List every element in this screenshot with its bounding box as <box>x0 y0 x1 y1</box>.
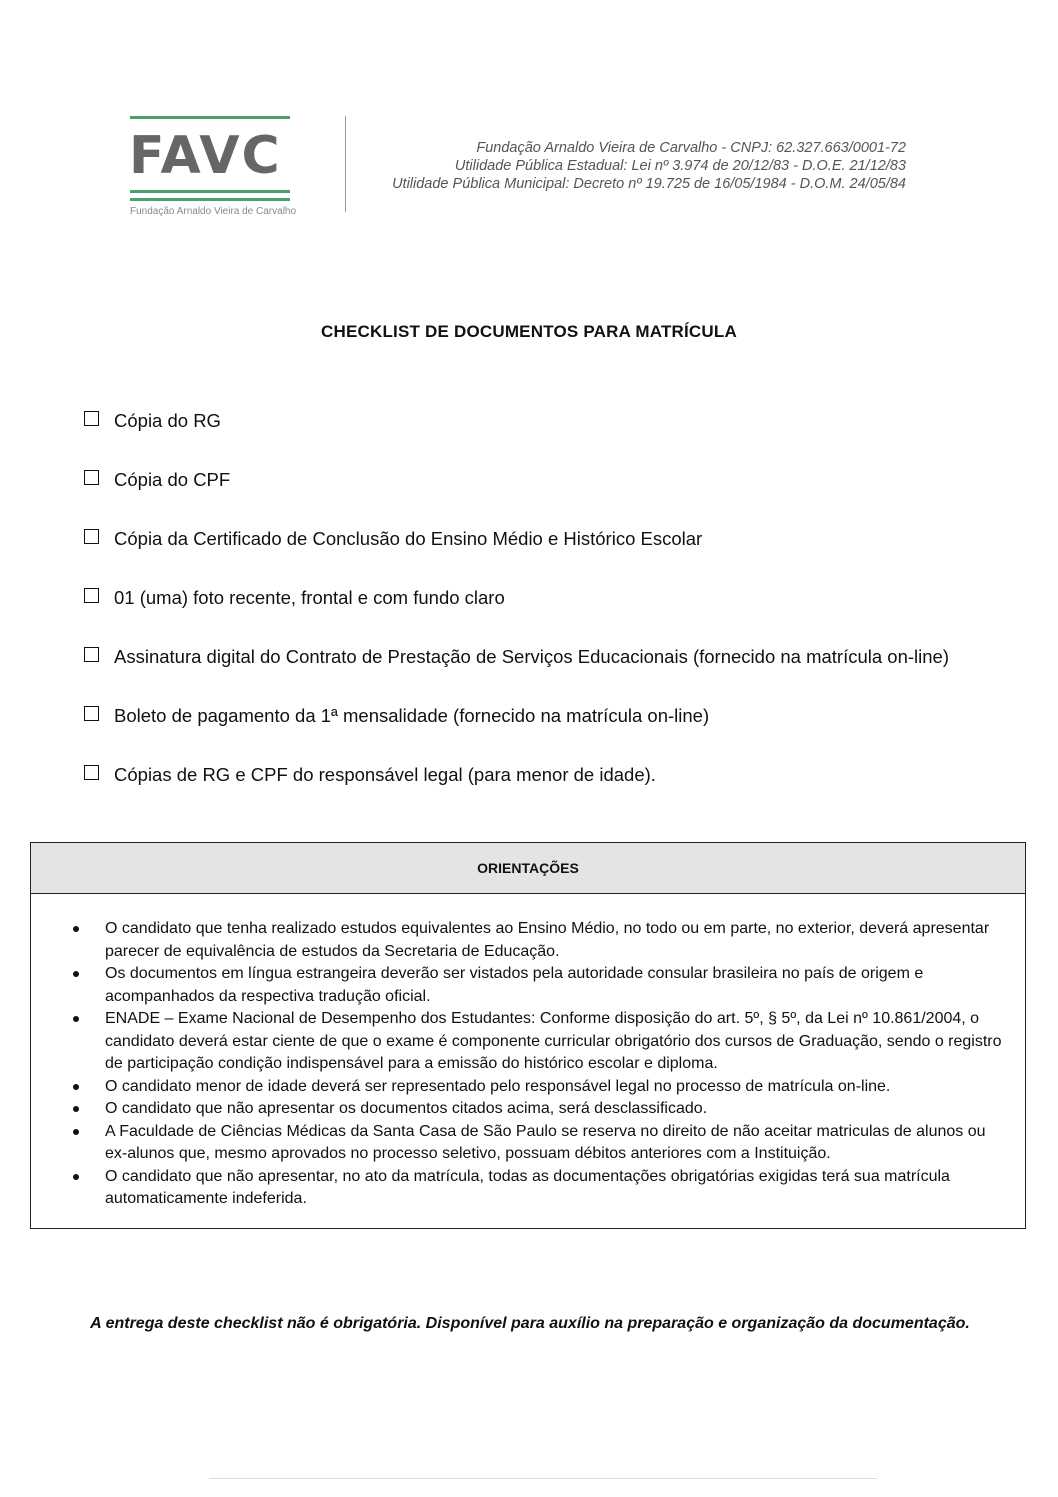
logo-bottom-line-2 <box>130 198 290 201</box>
orientacoes-heading: ORIENTAÇÕES <box>31 843 1025 894</box>
footer-note: A entrega deste checklist não é obrigatória. Disponível para auxílio na preparação e organização da documentação. <box>90 1315 970 1332</box>
bullet-icon <box>73 1016 79 1022</box>
list-item <box>63 918 1005 963</box>
checklist-item <box>84 516 1044 575</box>
page-title: CHECKLIST DE DOCUMENTOS PARA MATRÍCULA <box>321 322 737 341</box>
list-item-text: A Faculdade de Ciências Médicas da Santa Casa de São Paulo se reserva no direito de não aceitar matriculas de alunos ou ex-alunos que, mesmo aprovados no processo seletivo, possuam débitos anteriores com a Instituição. <box>105 1122 986 1162</box>
checklist-item <box>84 575 1044 634</box>
orientacoes-list <box>31 894 1025 1211</box>
list-item-text: ENADE – Exame Nacional de Desempenho dos Estudantes: Conforme disposição do art. 5º, § 5º, da Lei nº 10.861/2004, o candidato deverá estar ciente de que o exame é componente curricular obrigatório dos cursos de Graduação, sendo o registro de participação condição indispensável para a emissão do histórico escolar e diploma. <box>105 1010 1002 1072</box>
logo-subtitle: Fundação Arnaldo Vieira de Carvalho <box>130 206 297 217</box>
checklist-item-label: 01 (uma) foto recente, frontal e com fundo claro <box>114 586 505 608</box>
header-info-line: Fundação Arnaldo Vieira de Carvalho - CNPJ: 62.327.663/0001-72 <box>476 140 906 156</box>
checkbox[interactable] <box>84 529 99 544</box>
logo-text: FAVC <box>129 126 282 186</box>
bullet-icon <box>73 926 79 932</box>
checkbox[interactable] <box>84 765 99 780</box>
checklist-item-label: Cópia da Certificado de Conclusão do Ensino Médio e Histórico Escolar <box>114 527 703 549</box>
checklist-item <box>84 693 1044 752</box>
header-divider <box>345 116 346 212</box>
checklist-item-label: Cópias de RG e CPF do responsável legal (para menor de idade). <box>114 763 656 785</box>
checkbox[interactable] <box>84 706 99 721</box>
checklist-item-label: Cópia do CPF <box>114 468 231 490</box>
header-info <box>392 139 906 193</box>
checkbox[interactable] <box>84 588 99 603</box>
bullet-icon <box>73 971 79 977</box>
document-checklist <box>84 398 1044 811</box>
checklist-item <box>84 752 1044 811</box>
checkbox[interactable] <box>84 470 99 485</box>
header-info-line: Utilidade Pública Estadual: Lei nº 3.974 de 20/12/83 - D.O.E. 21/12/83 <box>454 158 906 174</box>
list-item <box>63 963 1005 1008</box>
list-item <box>63 1098 1005 1121</box>
bullet-icon <box>73 1129 79 1135</box>
orientacoes-box <box>30 842 1026 1229</box>
logo-top-line <box>130 116 290 119</box>
checklist-item <box>84 634 1044 693</box>
list-item <box>63 1121 1005 1166</box>
list-item <box>63 1076 1005 1099</box>
list-item <box>63 1008 1005 1076</box>
list-item-text: Os documentos em língua estrangeira deverão ser vistados pela autoridade consular brasileira no país de origem e acompanhados da respectiva tradução oficial. <box>105 965 924 1005</box>
list-item-text: O candidato que não apresentar os documentos citados acima, será desclassificado. <box>105 1100 708 1117</box>
checklist-item <box>84 398 1044 457</box>
checkbox[interactable] <box>84 411 99 426</box>
list-item-text: O candidato que tenha realizado estudos equivalentes ao Ensino Médio, no todo ou em parte, no exterior, deverá apresentar parecer de equivalência de estudos da Secretaria de Educação. <box>105 920 990 960</box>
list-item-text: O candidato menor de idade deverá ser representado pelo responsável legal no processo de matrícula on-line. <box>105 1077 891 1095</box>
checklist-item-label: Boleto de pagamento da 1ª mensalidade (fornecido na matrícula on-line) <box>114 704 710 726</box>
list-item-text: O candidato que não apresentar, no ato da matrícula, todas as documentações obrigatórias exigidas terá sua matrícula automaticamente indeferida. <box>105 1167 950 1207</box>
checklist-item-label: Assinatura digital do Contrato de Prestação de Serviços Educacionais (fornecido na matrícula on-line) <box>114 645 950 667</box>
footer-rule <box>209 1478 877 1479</box>
checklist-item-label: Cópia do RG <box>114 409 221 431</box>
bullet-icon <box>73 1174 79 1180</box>
logo-bottom-line <box>130 190 290 193</box>
header-info-line: Utilidade Pública Municipal: Decreto nº 19.725 de 16/05/1984 - D.O.M. 24/05/84 <box>392 176 906 192</box>
bullet-icon <box>73 1084 79 1090</box>
favc-logo <box>129 116 297 220</box>
list-item <box>63 1166 1005 1211</box>
bullet-icon <box>73 1106 79 1112</box>
checklist-item <box>84 457 1044 516</box>
checkbox[interactable] <box>84 647 99 662</box>
